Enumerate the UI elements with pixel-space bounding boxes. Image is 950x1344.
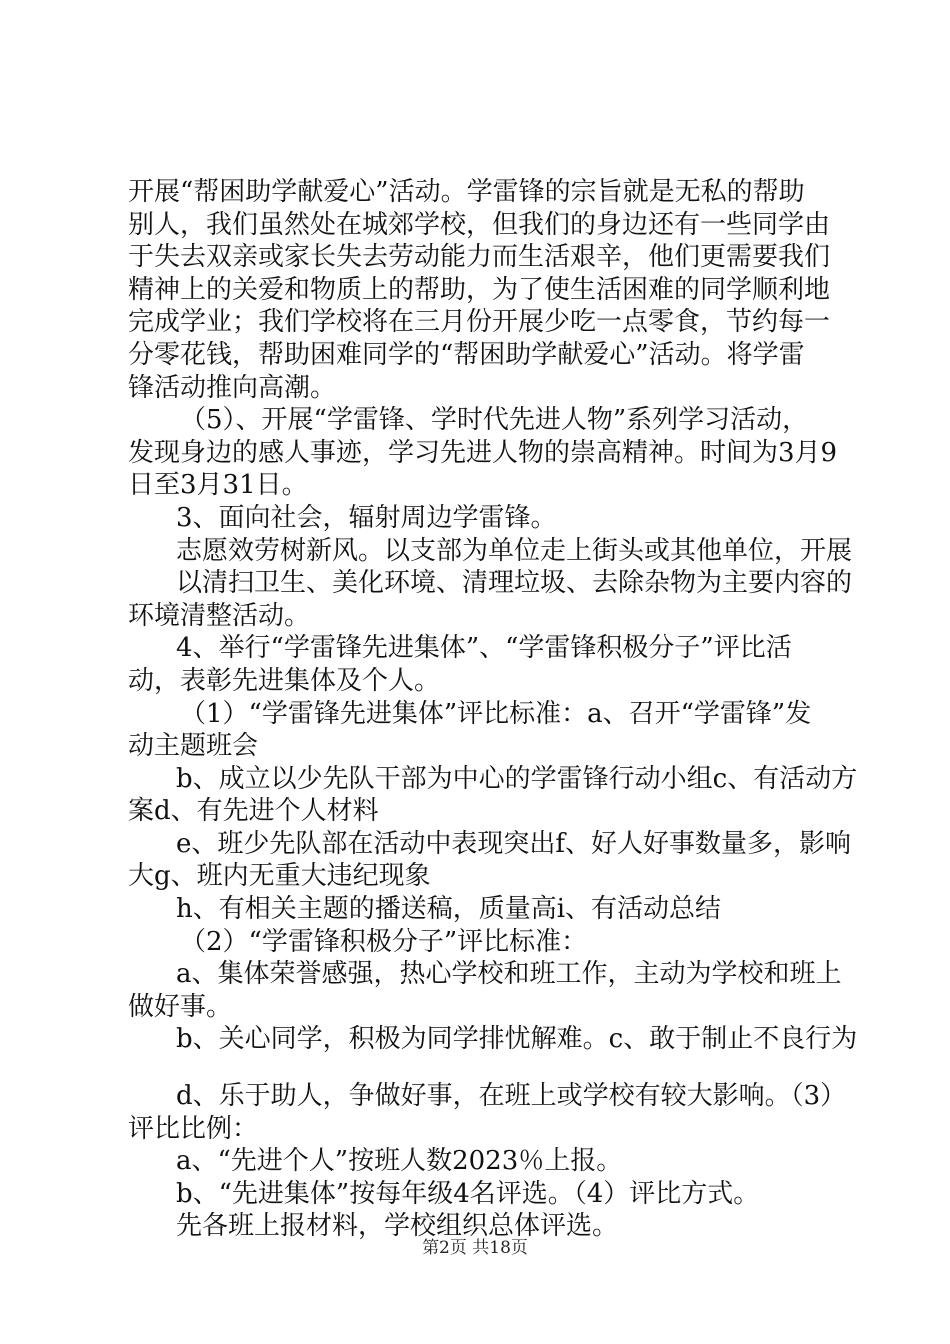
text-line: b、“先进集体”按每年级4名评选。（4）评比方式。 — [176, 1178, 760, 1209]
paragraph-activist-criteria — [128, 926, 858, 1056]
text-line: 完成学业；我们学校将在三月份开展少吃一点零食，节约每一 — [128, 307, 831, 338]
blank-gap — [128, 1056, 840, 1080]
text-line: 大g、班内无重大违纪现象 — [128, 861, 431, 892]
text-line: 4、举行“学雷锋先进集体”、“学雷锋积极分子”评比活 — [176, 633, 792, 664]
paragraph-ratio-and-method — [128, 1080, 847, 1243]
text-line: 发现身边的感人事迹，学习先进人物的崇高精神。时间为3月9 — [128, 437, 838, 468]
text-line: 别人，我们虽然处在城郊学校，但我们的身边还有一些同学由 — [128, 209, 831, 240]
text-line: a、“先进个人”按班人数2023％上报。 — [176, 1146, 623, 1177]
text-line: h、有相关主题的播送稿，质量高i、有活动总结 — [176, 894, 722, 925]
text-line: b、关心同学，积极为同学排忧解难。c、敢于制止不良行为 — [176, 1024, 858, 1055]
text-line: 以清扫卫生、美化环境、清理垃圾、去除杂物为主要内容的 — [176, 568, 853, 599]
text-line: （1）“学雷锋先进集体”评比标准：a、召开“学雷锋”发 — [180, 698, 812, 729]
text-line: 环境清整活动。 — [128, 600, 311, 631]
text-line: a、集体荣誉感强，热心学校和班工作，主动为学校和班上 — [176, 959, 842, 990]
text-line: （2）“学雷锋积极分子”评比标准： — [180, 926, 588, 957]
text-line: 评比比例： — [128, 1113, 259, 1144]
text-line: 分零花钱，帮助困难同学的“帮困助学献爱心”活动。将学雷 — [128, 339, 805, 370]
text-line: b、成立以少先队干部为中心的学雷锋行动小组c、有活动方 — [176, 763, 858, 794]
text-line: 锋活动推向高潮。 — [128, 372, 337, 403]
paragraph-item-5 — [128, 404, 840, 502]
text-line: e、班少先队部在活动中表现突出f、好人好事数量多，影响 — [176, 828, 852, 859]
paragraph-volunteer — [128, 535, 853, 633]
text-line: 于失去双亲或家长失去劳动能力而生活艰辛，他们更需要我们 — [128, 242, 831, 273]
text-line: d、乐于助人，争做好事，在班上或学校有较大影响。（3） — [176, 1081, 847, 1112]
text-line: 开展“帮困助学献爱心”活动。学雷锋的宗旨就是无私的帮助 — [128, 177, 805, 207]
text-line: 动主题班会 — [128, 731, 259, 762]
text-line: 志愿效劳树新风。以支部为单位走上街头或其他单位，开展 — [176, 535, 853, 566]
text-line: 先各班上报材料，学校组织总体评选。 — [176, 1211, 619, 1242]
text-line: 做好事。 — [128, 991, 233, 1022]
text-line: 日至3月31日。 — [128, 470, 308, 501]
text-line: 精神上的关爱和物质上的帮助，为了使生活困难的同学顺利地 — [128, 274, 831, 305]
page-number-footer: 第2页 共18页 — [422, 1238, 528, 1258]
text-line: 案d、有先进个人材料 — [128, 796, 379, 827]
paragraph-collective-criteria — [128, 698, 858, 926]
text-line: （5）、开展“学雷锋、学时代先进人物”系列学习活动， — [180, 405, 809, 436]
text-line: 动，表彰先进集体及个人。 — [128, 665, 441, 696]
text-line: 3、面向社会，辐射周边学雷锋。 — [176, 502, 557, 533]
paragraph-help-poor-students — [128, 176, 840, 404]
section-3-heading — [128, 502, 840, 535]
document-body — [128, 176, 858, 1243]
section-4-heading — [128, 632, 840, 697]
